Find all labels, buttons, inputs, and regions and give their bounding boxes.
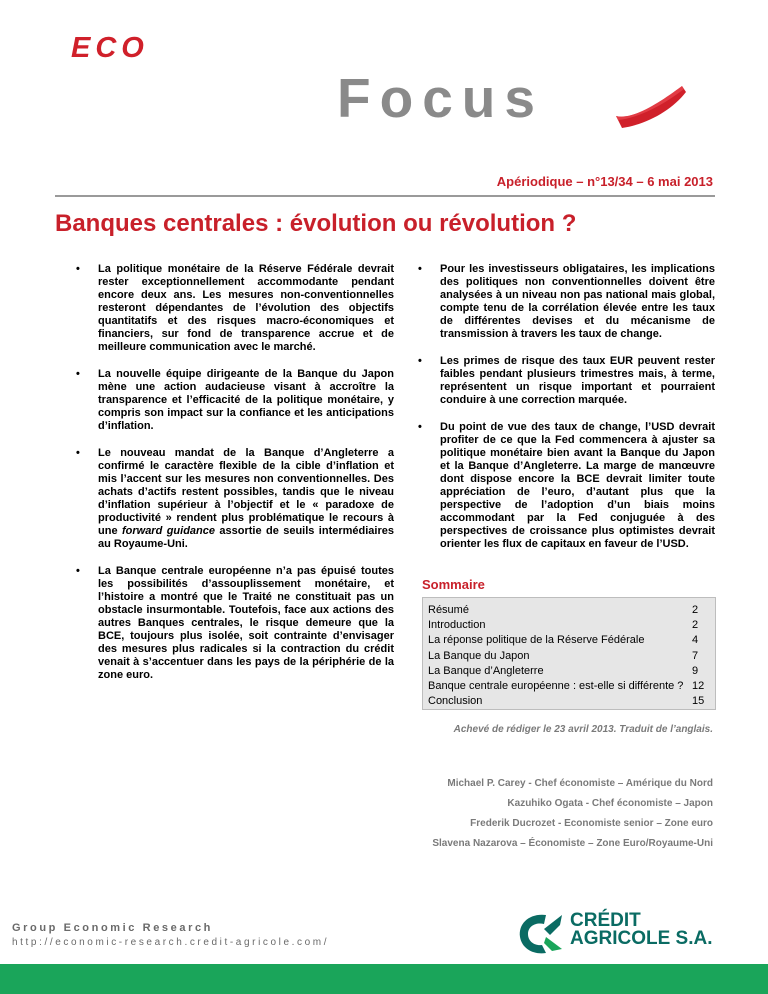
focus-label: Focus <box>337 67 544 129</box>
right-summary-column <box>440 263 715 565</box>
red-swoosh-icon <box>612 80 688 132</box>
issue-info: Apériodique – n°13/34 – 6 mai 2013 <box>496 174 713 189</box>
summary-bullet: • La politique monétaire de la Réserve Fédérale devrait rester exceptionnellement accommodante pendant encore deux ans. Les mesures non-conventionnelles resteront dépendantes de l’évolution des objectifs quantitatifs et des risques macro-économiques et financiers, sur fond de transparence accrue et de meilleure communication avec le marché. <box>98 263 394 354</box>
authors-list <box>432 774 713 854</box>
summary-bullet: • La Banque centrale européenne n’a pas épuisé toutes les possibilités d’assouplissement monétaire, et l’histoire a montré que le Traité ne constituait pas un obstacle insurmontable. Toutefois, face aux actions des autres Banques centrales, le risque demeure que la BCE, toujours plus isolée, soit contrainte d’envisager des mesures plus radicales si la contraction du crédit venait à s’accentuer dans les pays de la périphérie de la zone euro. <box>98 565 394 682</box>
summary-bullet: • Le nouveau mandat de la Banque d’Angleterre a confirmé le caractère flexible de la cible d’inflation et mis l’accent sur les mesures non conventionnelles. Des achats d’actifs restent possibles, tandis que le niveau d’inflation supérieur à l’objectif et le « paradoxe de productivité » rendent plus problématique le recours à une forward guidance assortie de seuils intermédiaires au Royaume-Uni. <box>98 447 394 551</box>
toc-entry[interactable]: Introduction 2 <box>428 619 699 632</box>
author: Frederik Ducrozet - Economiste senior – Zone euro <box>470 818 713 829</box>
toc-entry[interactable]: Banque centrale européenne : est-elle si différente ? 12 <box>428 680 705 693</box>
summary-bullet: • La nouvelle équipe dirigeante de la Banque du Japon mène une action audacieuse visant à accroître la transparence et l’efficacité de la politique monétaire, y compris son impact sur la confiance et les anticipations d’inflation. <box>98 368 394 433</box>
toc-entry[interactable]: La réponse politique de la Réserve Fédérale 4 <box>428 634 699 647</box>
completion-note: Achevé de rédiger le 23 avril 2013. Traduit de l’anglais. <box>453 724 713 735</box>
sommaire-heading: Sommaire <box>422 577 485 592</box>
logo-wordmark: CRÉDIT AGRICOLE S.A. <box>570 910 713 949</box>
toc-entry[interactable]: La Banque d’Angleterre 9 <box>428 664 699 677</box>
summary-bullet: • Les primes de risque des taux EUR peuvent rester faibles pendant plusieurs trimestres mais, à terme, représentent un risque important et pourraient conduire à une correction marquée. <box>440 355 715 407</box>
header-divider <box>55 195 715 197</box>
group-name: Group Economic Research <box>12 922 214 934</box>
author: Michael P. Carey - Chef économiste – Amérique du Nord <box>447 778 713 789</box>
eco-label: ECO <box>71 32 149 64</box>
page-title: Banques centrales : évolution ou révolution ? <box>55 210 577 237</box>
toc-entry[interactable]: Conclusion 15 <box>428 695 705 708</box>
ca-logo-icon <box>516 911 564 957</box>
summary-bullet: • Du point de vue des taux de change, l’USD devrait profiter de ce que la Fed commencera à ajuster sa politique monétaire bien avant la Banque du Japon et la Banque d’Angleterre. La marge de manœuvre dont dispose encore la BCE devrait limiter toute appréciation de l’euro, d’autant plus que la perspective de l’adoption d’un biais moins accommodant par la Fed conjuguée à des perspectives de croissance plus optimistes devrait orienter les flux de capitaux en faveur de l’USD. <box>440 421 715 551</box>
footer-bar <box>0 964 768 994</box>
toc-entry[interactable]: Résumé 2 <box>428 604 699 616</box>
author: Slavena Nazarova – Économiste – Zone Euro/Royaume-Uni <box>432 838 713 849</box>
credit-agricole-logo <box>516 911 721 957</box>
author: Kazuhiko Ogata - Chef économiste – Japon <box>507 798 713 809</box>
table-of-contents <box>422 597 716 710</box>
left-summary-column <box>98 263 394 696</box>
toc-entry[interactable]: La Banque du Japon 7 <box>428 649 699 662</box>
summary-bullet: • Pour les investisseurs obligataires, les implications des politiques non conventionnelles doivent être analysées à un niveau non pas national mais global, compte tenu de la corrélation élevée entre les taux de différentes devises et du mécanisme de transmission à travers les taux de change. <box>440 263 715 341</box>
website-link[interactable]: http://economic-research.credit-agricole.com/ <box>12 937 330 948</box>
